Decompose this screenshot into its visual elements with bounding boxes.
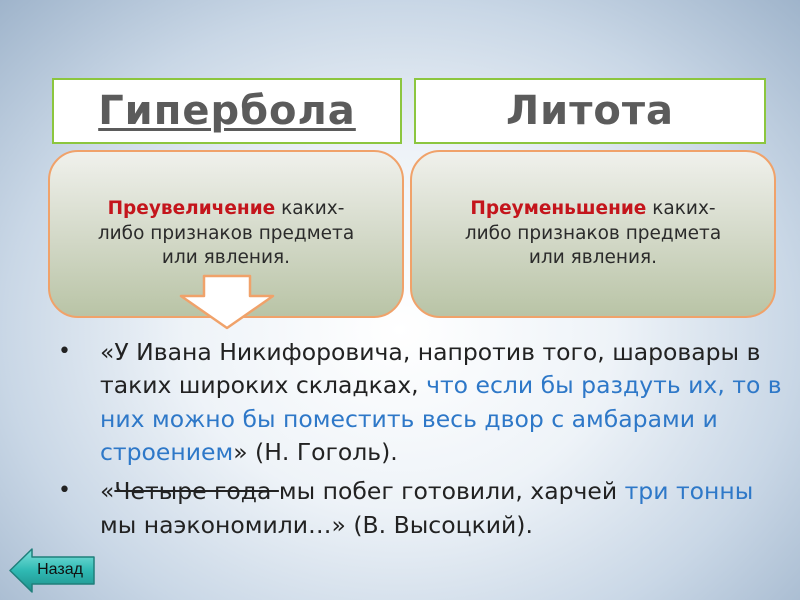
definition-litotes-line3: или явления. [528,247,658,269]
definition-litotes-text [465,197,721,270]
definition-litotes-line1: каких- [646,198,716,220]
example-gogol-highlight: что если бы раздуть их, то в них можно бы поместить весь двор с амбарами и строением [100,371,782,467]
definition-hyperbole-line3: или явления. [161,247,291,269]
definition-hyperbole-highlight: Преувеличение [107,198,276,220]
example-vysotsky-highlight: три тонны [624,477,754,506]
definition-hyperbole-line2: либо признаков предмета [97,222,355,244]
header-litotes [414,78,766,144]
definition-litotes-highlight: Преуменьшение [470,198,647,220]
header-hyperbole-label: Гипербола [98,88,356,134]
example-vysotsky-strikethrough: Четыре года [114,477,279,506]
example-gogol [58,336,788,469]
header-hyperbole [52,78,402,144]
example-gogol-source: » (Н. Гоголь). [233,438,398,467]
examples-list [58,336,788,548]
definition-hyperbole-text [98,197,354,270]
definition-litotes [410,150,776,318]
definition-litotes-line2: либо признаков предмета [464,222,722,244]
definition-hyperbole-line1: каких- [275,198,345,220]
example-gogol-text-1: «У Ивана Никифоровича, напротив того, шаровары в таких широких складках, [100,338,761,400]
bullet-icon: • [58,339,71,364]
example-vysotsky-text-1: мы побег готовили, харчей [278,477,625,506]
down-arrow-icon [178,274,276,330]
example-vysotsky-source: мы наэкономили…» (В. Высоцкий). [100,510,533,539]
bullet-icon: • [58,478,71,504]
example-vysotsky [58,475,788,542]
header-litotes-label: Литота [505,88,675,134]
example-vysotsky-quote-open: « [100,477,115,506]
back-button[interactable] [8,547,96,594]
back-button-label: Назад [37,561,83,578]
